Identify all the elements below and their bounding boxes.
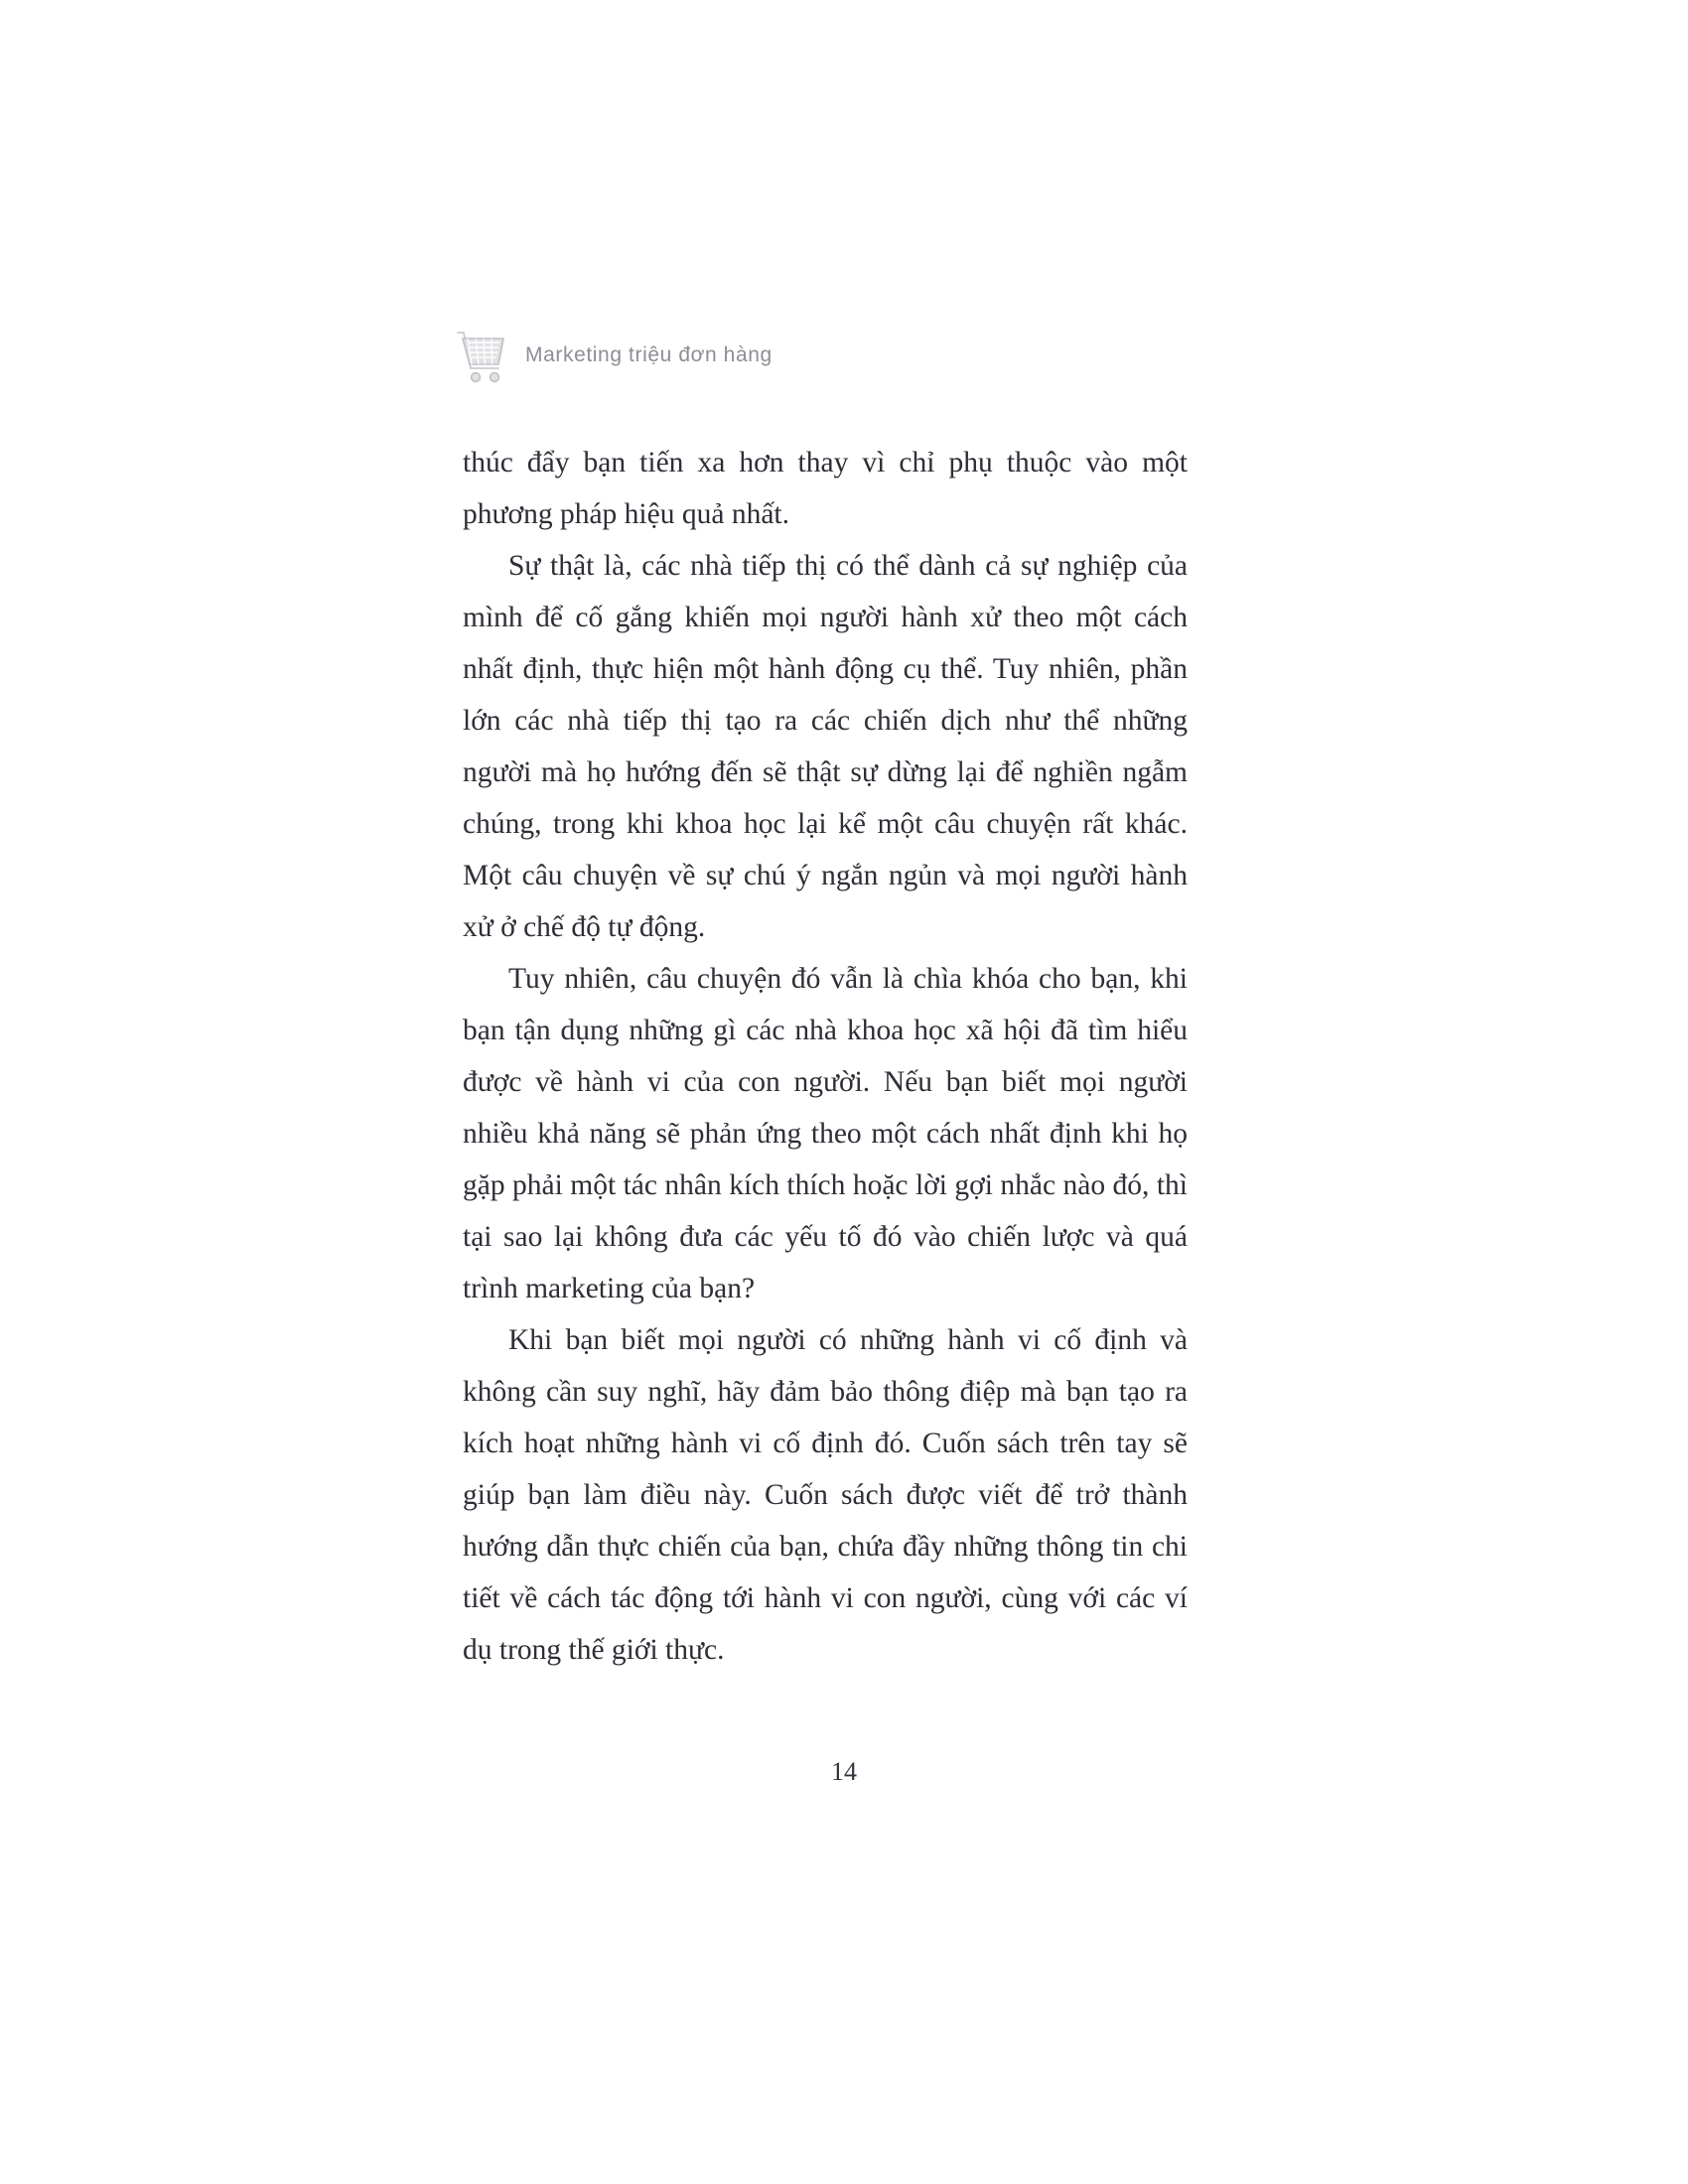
running-head — [452, 316, 773, 395]
page-number: 14 — [831, 1757, 857, 1786]
paragraph-3: Tuy nhiên, câu chuyện đó vẫn là chìa khóa cho bạn, khi bạn tận dụng những gì các nhà khoa học xã hội đã tìm hiểu được về hành vi của con người. Nếu bạn biết mọi người nhiều khả năng sẽ phản ứng theo một cách nhất định khi họ gặp phải một tác nhân kích thích hoặc lời gợi nhắc nào đó, thì tại sao lại không đưa các yếu tố đó vào chiến lược và quá trình marketing của bạn? — [463, 963, 1188, 1304]
paragraph-1: thúc đẩy bạn tiến xa hơn thay vì chỉ phụ thuộc vào một phương pháp hiệu quả nhất. — [463, 447, 1188, 530]
paragraph-2: Sự thật là, các nhà tiếp thị có thể dành cả sự nghiệp của mình để cố gắng khiến mọi người hành xử theo một cách nhất định, thực hiện một hành động cụ thể. Tuy nhiên, phần lớn các nhà tiếp thị tạo ra các chiến dịch như thể những người mà họ hướng đến sẽ thật sự dừng lại để nghiền ngẫm chúng, trong khi khoa học lại kể một câu chuyện rất khác. Một câu chuyện về sự chú ý ngắn ngủn và mọi người hành xử ở chế độ tự động. — [463, 550, 1188, 943]
body-text — [463, 437, 1188, 1676]
paragraph-4: Khi bạn biết mọi người có những hành vi cố định và không cần suy nghĩ, hãy đảm bảo thông điệp mà bạn tạo ra kích hoạt những hành vi cố định đó. Cuốn sách trên tay sẽ giúp bạn làm điều này. Cuốn sách được viết để trở thành hướng dẫn thực chiến của bạn, chứa đầy những thông tin chi tiết về cách tác động tới hành vi con người, cùng với các ví dụ trong thế giới thực. — [463, 1324, 1188, 1666]
shopping-cart-icon — [452, 321, 507, 390]
running-head-title: Marketing triệu đơn hàng — [525, 343, 773, 366]
